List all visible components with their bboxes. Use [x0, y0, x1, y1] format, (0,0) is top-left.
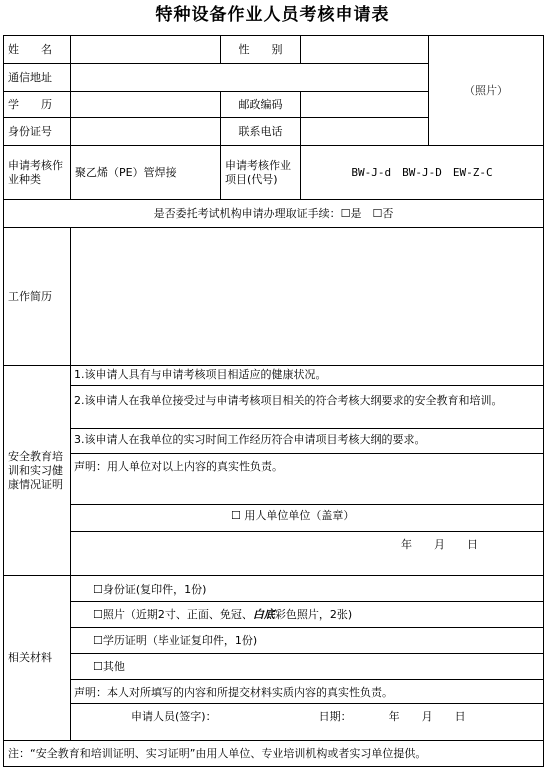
address-label: 通信地址 — [4, 64, 71, 92]
row-safety-cert — [4, 366, 544, 576]
material-photo[interactable] — [71, 602, 543, 628]
name-label: 姓 名 — [4, 36, 71, 64]
address-field[interactable] — [71, 64, 429, 92]
row-work-history — [4, 228, 544, 366]
signature-date-value: 年 月 日 — [388, 710, 466, 723]
id-field[interactable] — [71, 118, 221, 146]
safety-cert-content — [71, 366, 544, 576]
safety-line-3: 3.该申请人在我单位的实习时间工作经历符合申请项目考核大纲的要求。 — [71, 429, 543, 454]
safety-declaration: 声明：用人单位对以上内容的真实性负责。 — [71, 454, 543, 505]
materials-declaration: 声明：本人对所填写的内容和所提交材料实质内容的真实性负责。 — [71, 680, 543, 704]
material-photo-suffix: 彩色照片，2张) — [274, 608, 353, 621]
phone-field[interactable] — [301, 118, 429, 146]
signature-date-label: 日期： — [318, 710, 352, 723]
materials-content — [71, 576, 544, 741]
application-table — [3, 35, 544, 767]
signature-row — [71, 704, 543, 730]
name-field[interactable] — [71, 36, 221, 64]
education-field[interactable] — [71, 92, 221, 118]
employer-seal[interactable]: ☐ 用人单位单位（盖章） — [71, 505, 543, 532]
signature-label[interactable]: 申请人员(签字)： — [131, 710, 217, 723]
row-name-gender — [4, 36, 544, 64]
safety-line-1: 1.该申请人具有与申请考核项目相适应的健康状况。 — [71, 366, 543, 386]
safety-date: 年 月 日 — [401, 538, 478, 551]
gender-field[interactable] — [301, 36, 429, 64]
education-label: 学 历 — [4, 92, 71, 118]
gender-label: 性 别 — [221, 36, 301, 64]
apply-category-value[interactable]: 聚乙烯（PE）管焊接 — [71, 146, 221, 200]
phone-label: 联系电话 — [221, 118, 301, 146]
work-history-label: 工作简历 — [4, 228, 71, 366]
row-apply — [4, 146, 544, 200]
work-history-field[interactable] — [71, 228, 544, 366]
apply-item-label: 申请考核作业项目(代号) — [221, 146, 301, 200]
id-label: 身份证号 — [4, 118, 71, 146]
material-id-copy[interactable]: ☐身份证(复印件，1份) — [71, 576, 543, 602]
safety-cert-label: 安全教育培训和实习健康情况证明 — [4, 366, 71, 576]
postcode-label: 邮政编码 — [221, 92, 301, 118]
material-photo-prefix: ☐照片（近期2寸、正面、免冠、 — [93, 608, 253, 621]
material-edu-cert[interactable]: ☐学历证明（毕业证复印件，1份) — [71, 628, 543, 654]
row-note — [4, 741, 544, 767]
postcode-field[interactable] — [301, 92, 429, 118]
safety-line-2: 2.该申请人在我单位接受过与申请考核项目相关的符合考核大纲要求的安全教育和培训。 — [71, 386, 543, 429]
material-other[interactable]: ☐其他 — [71, 654, 543, 680]
form-title: 特种设备作业人员考核申请表 — [155, 5, 390, 25]
apply-item-codes[interactable]: BW-J-d BW-J-D EW-Z-C — [301, 146, 544, 200]
form-note: 注：“安全教育和培训证明、实习证明”由用人单位、专业培训机构或者实习单位提供。 — [4, 741, 544, 767]
row-materials — [4, 576, 544, 741]
materials-label: 相关材料 — [4, 576, 71, 741]
photo-label: （照片） — [464, 83, 508, 97]
apply-category-label: 申请考核作业种类 — [4, 146, 71, 200]
photo-box[interactable] — [429, 36, 544, 146]
row-entrust — [4, 200, 544, 228]
entrust-question[interactable]: 是否委托考试机构申请办理取证手续：☐是 ☐否 — [4, 200, 544, 228]
material-photo-emph: 白底 — [252, 608, 275, 621]
